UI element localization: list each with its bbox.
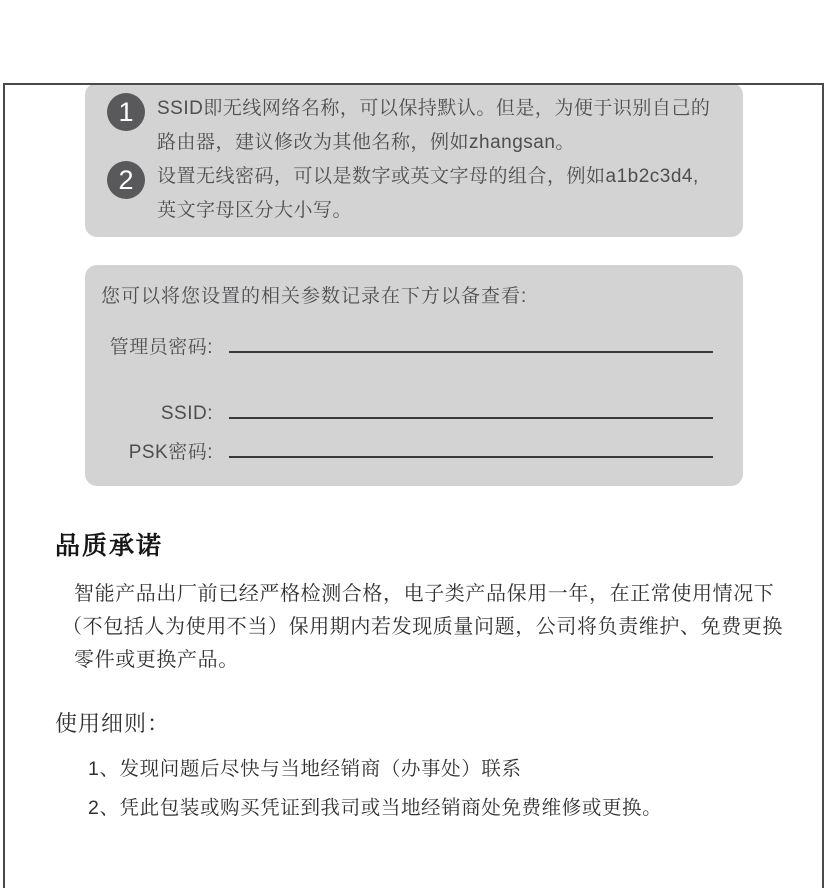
usage-rule-2: 2、凭此包装或购买凭证到我司或当地经销商处免费维修或更换。 [88,797,663,819]
admin-password-write-line [229,331,713,353]
record-intro-text: 您可以将您设置的相关参数记录在下方以备查看: [101,286,528,307]
ssid-write-line [229,397,713,419]
note-1-text [157,92,710,160]
manual-page [0,83,828,888]
quality-paragraph-line-3: 零件或更换产品。 [74,649,239,671]
step-2-badge [107,161,145,199]
admin-password-row [101,331,713,359]
note-2-line-2: 英文字母区分大小写。 [157,200,353,221]
psk-password-write-line [229,436,713,458]
note-1-line-2: 路由器，建议修改为其他名称，例如zhangsan。 [157,132,575,153]
step-2-number: 2 [118,165,134,195]
usage-rules-list [88,750,828,828]
step-1-badge [107,93,145,131]
usage-rule-1: 1、发现问题后尽快与当地经销商（办事处）联系 [88,758,522,780]
step-1-number: 1 [118,97,134,127]
note-item-1 [107,92,727,160]
parameter-record-box [85,265,743,486]
note-2-line-1: 设置无线密码，可以是数字或英文字母的组合，例如a1b2c3d4, [157,166,699,187]
quality-paragraph-line-1: 智能产品出厂前已经严格检测合格，电子类产品保用一年，在正常使用情况下 [74,583,775,605]
ssid-row [101,397,713,425]
ssid-label: SSID: [160,403,213,424]
quality-commitment-paragraph [62,578,782,677]
psk-password-label: PSK密码: [128,442,213,463]
psk-password-row [101,436,713,464]
quality-commitment-title: 品质承诺 [55,532,164,560]
quality-paragraph-line-2: （不包括人为使用不当）保用期内若发现质量问题，公司将负责维护、免费更换 [62,616,783,638]
note-item-2 [107,160,727,228]
note-1-line-1: SSID即无线网络名称，可以保持默认。但是，为便于识别自己的 [157,98,711,119]
admin-password-label: 管理员密码: [109,337,213,358]
usage-rules-title: 使用细则： [55,711,171,736]
note-2-text [157,160,699,228]
setup-notes-box [85,83,743,237]
